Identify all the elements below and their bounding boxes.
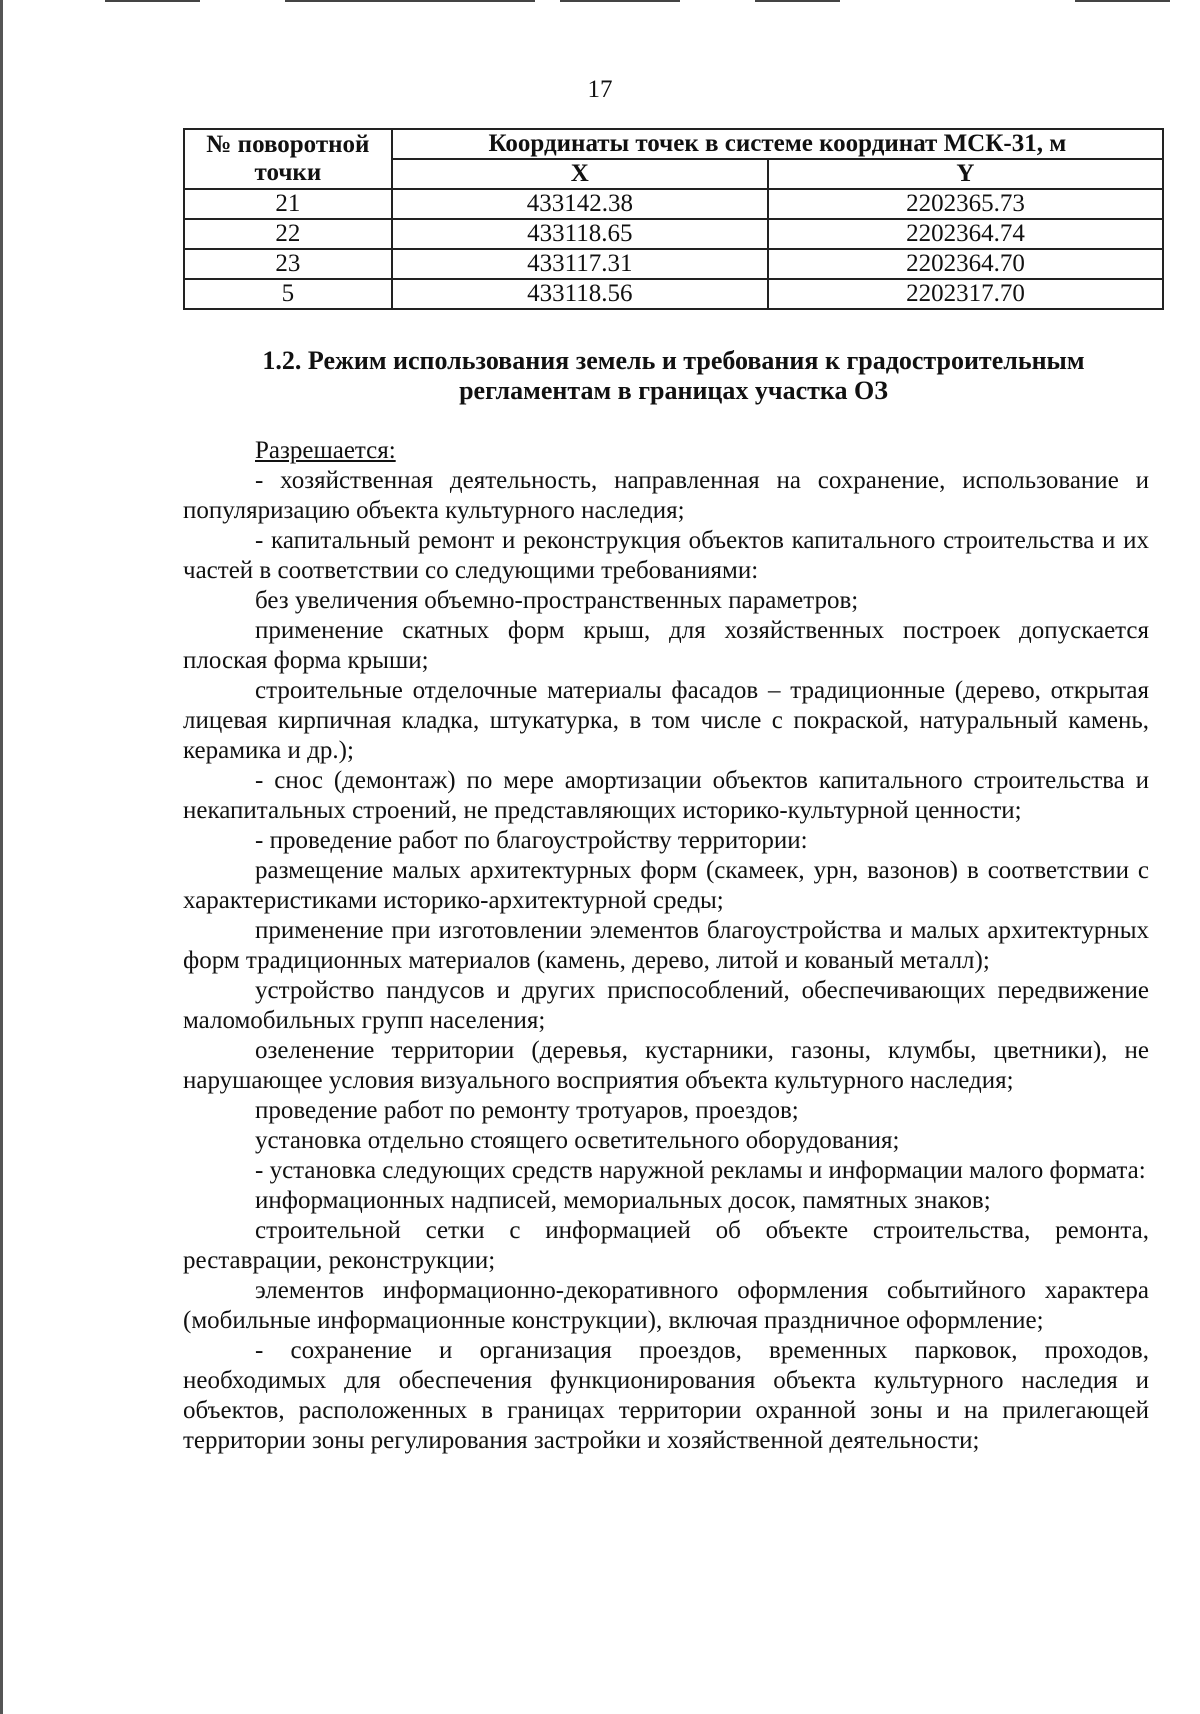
paragraph: - проведение работ по благоустройству территории: xyxy=(255,827,808,854)
scan-edge xyxy=(1075,0,1170,2)
allowed-label: Разрешается: xyxy=(255,437,396,464)
x-value: 433142.38 xyxy=(392,189,768,219)
x-value: 433117.31 xyxy=(392,249,768,279)
section-heading-line: регламентам в границах участка ОЗ xyxy=(459,376,888,405)
y-header: Y xyxy=(768,159,1163,189)
paragraph: установка отдельно стоящего осветительного оборудования; xyxy=(255,1127,900,1154)
scan-edge xyxy=(755,0,840,2)
page-number: 17 xyxy=(587,76,613,103)
paragraph: без увеличения объемно-пространственных параметров; xyxy=(255,587,859,614)
table-row xyxy=(184,279,1163,309)
paragraph: строительной сетки с информацией об объекте строительства, ремонта, реставрации, реконструкции; xyxy=(183,1217,1149,1274)
point-number: 23 xyxy=(184,249,392,279)
x-header: X xyxy=(392,159,768,189)
y-value: 2202364.74 xyxy=(768,219,1163,249)
paragraph: - хозяйственная деятельность, направленная на сохранение, использование и популяризацию объекта культурного наследия; xyxy=(183,467,1149,524)
point-number: 5 xyxy=(184,279,392,309)
scan-left-edge xyxy=(0,0,3,1714)
paragraph: применение скатных форм крыш, для хозяйственных построек допускается плоская форма крыши; xyxy=(183,617,1149,674)
paragraph: устройство пандусов и других приспособлений, обеспечивающих передвижение маломобильных групп населения; xyxy=(183,977,1149,1034)
paragraph: применение при изготовлении элементов благоустройства и малых архитектурных форм традиционных материалов (камень, дерево, литой и кованый металл); xyxy=(183,917,1149,974)
section-heading xyxy=(183,346,1164,406)
section-heading-line: 1.2. Режим использования земель и требования к градостроительным xyxy=(262,346,1085,375)
paragraph: - капитальный ремонт и реконструкция объектов капитального строительства и их частей в соответствии со следующими требованиями: xyxy=(183,527,1149,584)
paragraph: размещение малых архитектурных форм (скамеек, урн, вазонов) в соответствии с характеристиками историко-архитектурной среды; xyxy=(183,857,1149,914)
paragraph: информационных надписей, мемориальных досок, памятных знаков; xyxy=(255,1187,991,1214)
point-number: 22 xyxy=(184,219,392,249)
x-value: 433118.65 xyxy=(392,219,768,249)
table-row xyxy=(184,189,1163,219)
x-value: 433118.56 xyxy=(392,279,768,309)
scan-edge xyxy=(560,0,680,2)
point-number-header: № поворотной точки xyxy=(184,129,392,189)
table-row xyxy=(184,249,1163,279)
paragraph: строительные отделочные материалы фасадов – традиционные (дерево, открытая лицевая кирпичная кладка, штукатурка, в том числе с покраской, натуральный камень, керамика и др.); xyxy=(183,677,1149,764)
scan-edge xyxy=(285,0,535,2)
point-number: 21 xyxy=(184,189,392,219)
y-value: 2202365.73 xyxy=(768,189,1163,219)
paragraph: проведение работ по ремонту тротуаров, проездов; xyxy=(255,1097,799,1124)
y-value: 2202317.70 xyxy=(768,279,1163,309)
coordinates-table xyxy=(183,128,1164,310)
paragraph: озеленение территории (деревья, кустарники, газоны, клумбы, цветники), не нарушающее условия визуального восприятия объекта культурного наследия; xyxy=(183,1037,1149,1094)
document-body xyxy=(183,436,1149,1456)
paragraph: - установка следующих средств наружной рекламы и информации малого формата: xyxy=(255,1157,1146,1184)
paragraph: - снос (демонтаж) по мере амортизации объектов капитального строительства и некапитальных строений, не представляющих историко-культурной ценности; xyxy=(183,767,1149,824)
y-value: 2202364.70 xyxy=(768,249,1163,279)
table-row xyxy=(184,219,1163,249)
scan-edge xyxy=(105,0,200,2)
coordinates-header: Координаты точек в системе координат МСК-31, м xyxy=(392,129,1163,159)
paragraph: - сохранение и организация проездов, временных парковок, проходов, необходимых для обеспечения функционирования объекта культурного наследия и объектов, расположенных в границах территории охранной зоны и на прилегающей территории зоны регулирования застройки и хозяйственной деятельности; xyxy=(183,1337,1149,1454)
paragraph: элементов информационно-декоративного оформления событийного характера (мобильные информационные конструкции), включая праздничное оформление; xyxy=(183,1277,1149,1334)
